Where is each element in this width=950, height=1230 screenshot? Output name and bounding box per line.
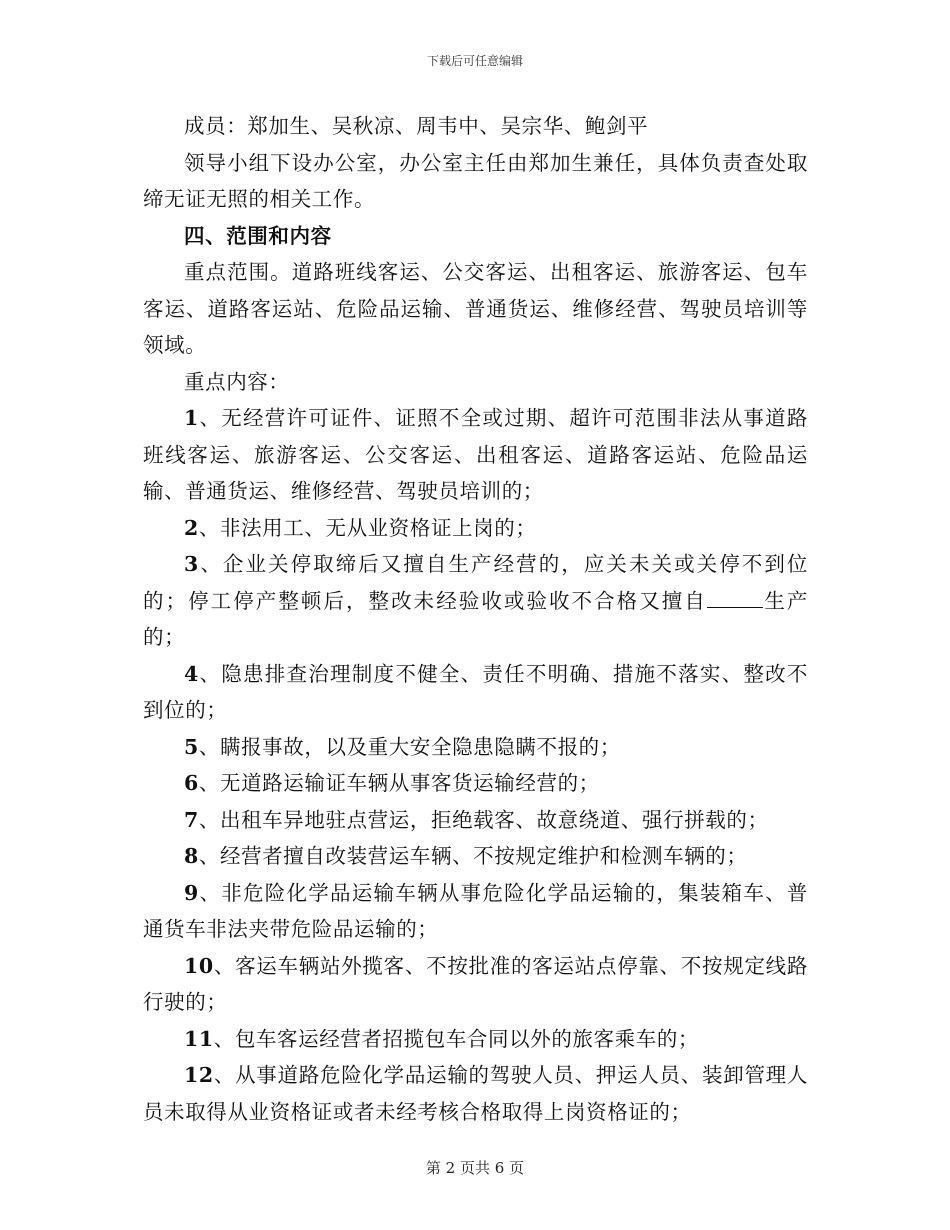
list-item	[143, 1021, 808, 1058]
item-text: 、经营者擅自改装营运车辆、不按规定维护和检测车辆的；	[198, 844, 748, 868]
item-text: 、瞒报事故，以及重大安全隐患隐瞒不报的；	[198, 734, 621, 759]
members-paragraph: 成员：郑加生、吴秋凉、周韦中、吴宗华、鲍剑平	[184, 114, 649, 138]
content-intro: 重点内容：	[184, 369, 290, 394]
list-item	[143, 510, 808, 547]
document-body	[143, 108, 808, 1130]
item-number: 8	[184, 844, 199, 868]
list-item	[143, 838, 808, 875]
list-item	[143, 656, 808, 729]
fill-blank	[707, 589, 763, 608]
item-text: 、非危险化学品运输车辆从事危险化学品运输的，集装箱车、普通货车非法夹带危险品运输的；	[143, 880, 808, 941]
list-item	[143, 802, 808, 839]
item-number: 11	[184, 1026, 214, 1051]
item-text: 、隐患排查治理制度不健全、责任不明确、措施不落实、整改不到位的；	[143, 661, 808, 722]
item-number: 4	[184, 661, 199, 686]
item-number: 7	[184, 807, 199, 832]
page-header: 下载后可任意编辑	[426, 54, 523, 68]
list-item	[143, 400, 808, 510]
list-item	[143, 1057, 808, 1130]
item-text: 、包车客运经营者招揽包车合同以外的旅客乘车的；	[213, 1026, 700, 1051]
item-text: 、客运车辆站外揽客、不按批准的客运站点停靠、不按规定线路行驶的；	[143, 953, 808, 1014]
item-text: 生产的；	[143, 588, 809, 649]
item-text: 、无经营许可证件、证照不全或过期、超许可范围非法从事道路班线客运、旅游客运、公交客运、出租客运、道路客运站、危险品运输、普通货运、维修经营、驾驶员培训的；	[143, 406, 808, 503]
item-text: 、非法用工、无从业资格证上岗的；	[198, 515, 537, 540]
list-item	[143, 948, 808, 1021]
list-item	[143, 765, 808, 802]
office-paragraph: 领导小组下设办公室，办公室主任由郑加生兼任，具体负责查处取缔无证无照的相关工作。	[143, 150, 808, 211]
item-text: 、从事道路危险化学品运输的驾驶人员、押运人员、装卸管理人员未取得从业资格证或者未经考核合格取得上岗资格证的；	[143, 1063, 808, 1124]
item-number: 2	[184, 515, 199, 540]
item-text: 、企业关停取缔后又擅自生产经营的，应关未关或关停不到位的；停工停产整顿后，整改未经验收或验收不合格又擅自	[143, 552, 808, 613]
page-footer: 第 2 页共 6 页	[425, 1159, 525, 1177]
item-number: 12	[184, 1063, 214, 1087]
list-item	[143, 875, 808, 948]
list-item	[143, 546, 808, 656]
item-number: 5	[184, 734, 199, 759]
item-number: 3	[184, 552, 199, 576]
scope-paragraph: 重点范围。道路班线客运、公交客运、出租客运、旅游客运、包车客运、道路客运站、危险品运输、普通货运、维修经营、驾驶员培训等领域。	[143, 260, 808, 357]
list-item	[143, 729, 808, 766]
item-text: 、出租车异地驻点营运，拒绝载客、故意绕道、强行拼载的；	[198, 807, 769, 832]
item-number: 9	[184, 880, 199, 905]
section-heading: 四、范围和内容	[184, 223, 332, 248]
item-number: 1	[184, 406, 199, 430]
item-number: 10	[184, 953, 214, 978]
item-text: 、无道路运输证车辆从事客货运输经营的；	[198, 771, 600, 795]
item-number: 6	[184, 771, 199, 795]
